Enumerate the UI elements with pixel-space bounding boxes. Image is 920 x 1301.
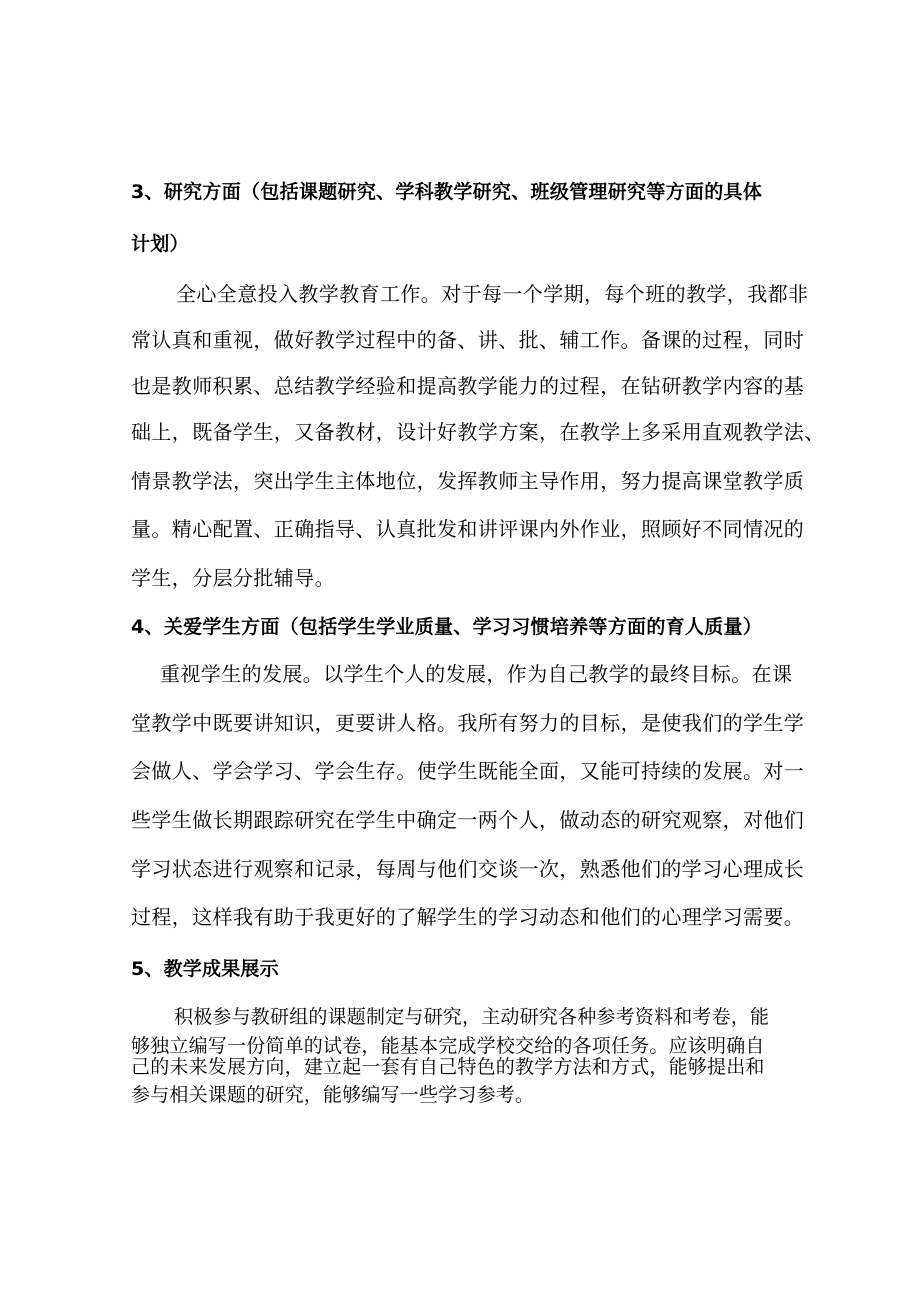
- section-5-paragraph-line: 积极参与教研组的课题制定与研究，主动研究各种参考资料和考卷，能: [174, 1006, 770, 1028]
- section-3-paragraph-line: 础上，既备学生，又备教材，设计好教学方案，在教学上多采用直观教学法、: [131, 420, 825, 444]
- section-3-paragraph-line: 常认真和重视，做好教学过程中的备、讲、批、辅工作。备课的过程，同时: [131, 328, 805, 352]
- section-4-paragraph-line: 堂教学中既要讲知识，更要讲人格。我所有努力的目标，是使我们的学生学: [131, 711, 805, 735]
- section-4-paragraph-line: 学习状态进行观察和记录，每周与他们交谈一次，熟悉他们的学习心理成长: [131, 857, 805, 881]
- section-4-paragraph-line: 些学生做长期跟踪研究在学生中确定一两个人，做动态的研究观察，对他们: [131, 808, 805, 832]
- section-5-heading: 5、教学成果展示: [131, 958, 279, 980]
- section-3-paragraph-line: 学生，分层分批辅导。: [131, 566, 335, 590]
- section-4-paragraph-line: 会做人、学会学习、学会生存。使学生既能全面，又能可持续的发展。对一: [131, 759, 805, 783]
- section-3-paragraph-line: 量。精心配置、正确指导、认真批发和讲评课内外作业，照顾好不同情况的: [131, 517, 805, 541]
- section-4-paragraph-line: 重视学生的发展。以学生个人的发展，作为自己教学的最终目标。在课: [160, 662, 793, 686]
- section-3-heading-line-1: 3、研究方面（包括课题研究、学科教学研究、班级管理研究等方面的具体: [131, 181, 763, 203]
- section-5-paragraph-line: 己的未来发展方向，建立起一套有自己特色的教学方法和方式，能够提出和: [131, 1056, 765, 1078]
- section-3-paragraph-line: 情景教学法，突出学生主体地位，发挥教师主导作用，努力提高课堂教学质: [131, 469, 805, 493]
- section-4-paragraph-line: 过程，这样我有助于我更好的了解学生的学习动态和他们的心理学习需要。: [131, 905, 805, 929]
- section-3-paragraph-line: 也是教师积累、总结教学经验和提高教学能力的过程，在钻研教学内容的基: [131, 374, 805, 398]
- section-4-heading: 4、关爱学生方面（包括学生学业质量、学习习惯培养等方面的育人质量）: [131, 616, 763, 638]
- section-3-paragraph-line: 全心全意投入教学教育工作。对于每一个学期，每个班的教学，我都非: [176, 282, 809, 306]
- section-5-paragraph-line: 参与相关课题的研究，能够编写一些学习参考。: [131, 1084, 535, 1106]
- section-3-heading-line-2: 计划）: [131, 233, 189, 255]
- section-5-paragraph-line: 够独立编写一份简单的试卷，能基本完成学校交给的各项任务。应该明确自: [131, 1035, 765, 1057]
